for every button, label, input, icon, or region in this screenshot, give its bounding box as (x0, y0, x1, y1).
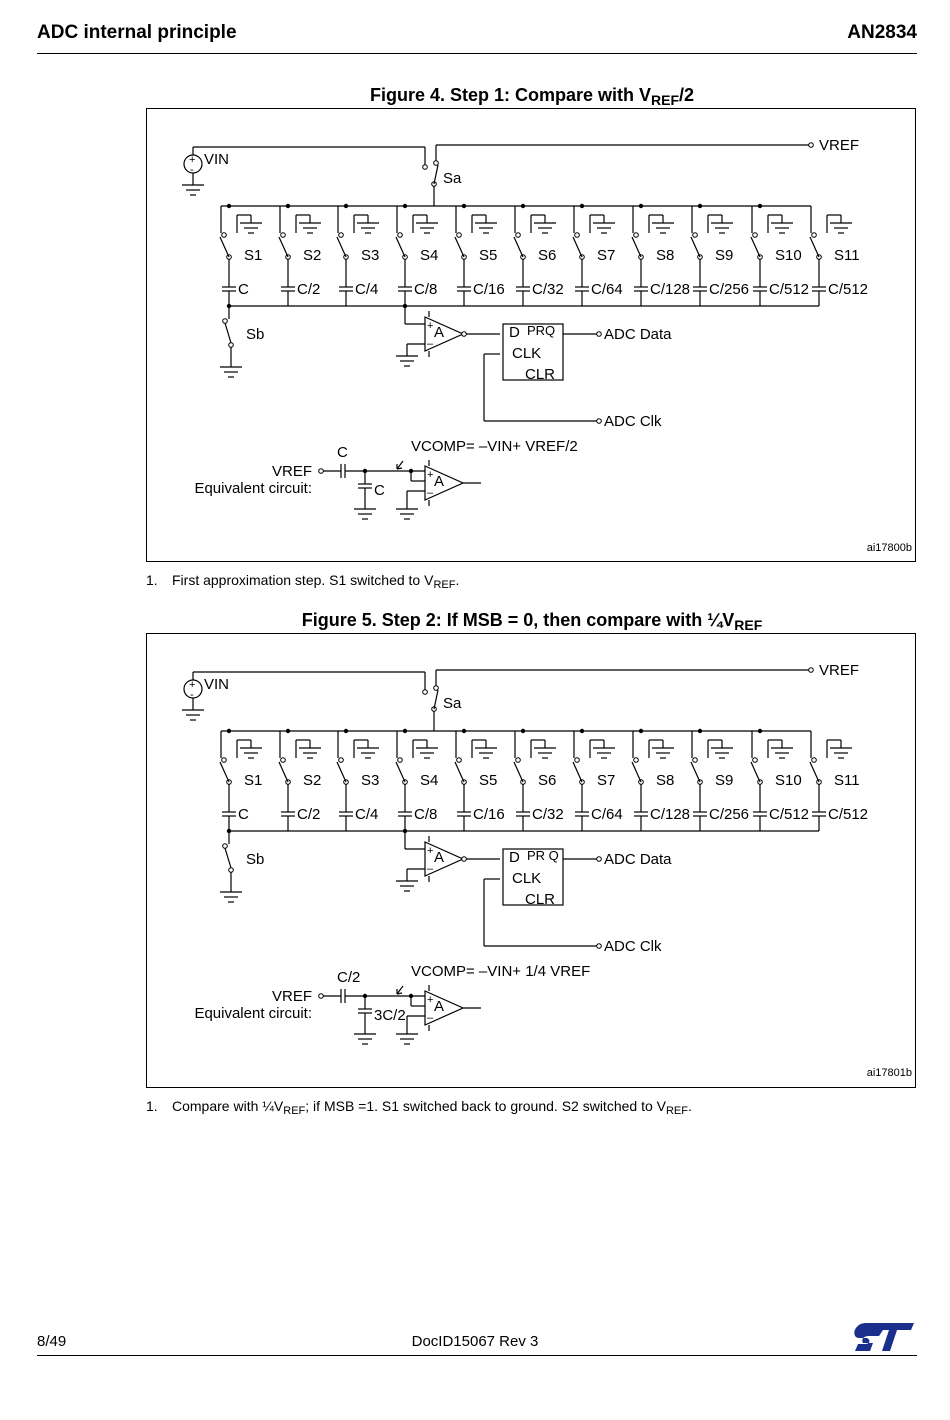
switch-label-11: S11 (834, 772, 860, 789)
junction-dot (521, 204, 525, 208)
terminal (634, 233, 639, 238)
vref-label: VREF (819, 137, 860, 154)
eq-shunt-cap-label: 3C/2 (374, 1007, 406, 1024)
sb-label: Sb (246, 851, 265, 868)
switch-label-5: S5 (479, 247, 498, 264)
terminal (423, 690, 428, 695)
sa-switch (434, 165, 438, 184)
junction-dot (227, 729, 231, 733)
eq-vref-label: VREF (271, 463, 312, 480)
terminal (223, 319, 228, 324)
terminal (457, 233, 462, 238)
terminal (423, 165, 428, 170)
circuit-schematic (147, 109, 917, 564)
switch-label-2: S2 (303, 247, 322, 264)
cap-label-6: C/32 (532, 281, 564, 298)
junction-dot (758, 204, 762, 208)
terminal (462, 857, 467, 862)
terminal (434, 161, 439, 166)
terminal (516, 233, 521, 238)
switch-5 (455, 762, 464, 782)
switch-label-10: S10 (775, 247, 802, 264)
cap-label-3: C/4 (355, 806, 379, 823)
terminal (222, 758, 227, 763)
junction-dot (639, 729, 643, 733)
switch-2 (279, 762, 288, 782)
junction-dot (698, 204, 702, 208)
eq-vref-label: VREF (271, 988, 312, 1005)
terminal (462, 332, 467, 337)
switch-9 (691, 237, 700, 257)
cap-label-4: C/8 (414, 806, 438, 823)
figure5-note: 1. Compare with $\frac{1}{4}V_{REF}$; if MSB =1. S1 switched back to ground. S2 switched to $V_{REF}$. (146, 1098, 692, 1117)
cap-label-7: C/64 (591, 806, 623, 823)
equivalent-circuit-label: Equivalent circuit: (194, 480, 312, 497)
switch-11 (810, 762, 819, 782)
junction-dot (286, 204, 290, 208)
cap-label-5: C/16 (473, 806, 505, 823)
eq-comparator-minus: – (427, 487, 434, 499)
comparator-plus: + (427, 845, 434, 857)
cap-label-8: C/128 (650, 281, 691, 298)
terminal (753, 233, 758, 238)
switch-label-4: S4 (420, 772, 439, 789)
vcomp-label: VCOMP= –VIN+ 1/4 VREF (411, 963, 591, 980)
terminal (319, 469, 324, 474)
sa-label: Sa (443, 695, 462, 712)
terminal (693, 758, 698, 763)
switch-5 (455, 237, 464, 257)
minus-sign: - (190, 689, 194, 701)
terminal (597, 944, 602, 949)
comparator-plus: + (427, 320, 434, 332)
terminal (229, 343, 234, 348)
comparator-minus: – (427, 863, 434, 875)
junction-dot (286, 729, 290, 733)
figure4-note: 1. First approximation step. S1 switched to $V_{REF}$. (146, 572, 460, 591)
plus-sign: + (189, 154, 196, 166)
cap-label-5: C/16 (473, 281, 505, 298)
switch-label-8: S8 (656, 772, 675, 789)
cap-label-9: C/256 (709, 281, 750, 298)
cap-label-8: C/128 (650, 806, 691, 823)
eq-comparator-label: A (434, 998, 445, 1015)
sa-label: Sa (443, 170, 462, 187)
switch-11 (810, 237, 819, 257)
junction-dot (403, 729, 407, 733)
vin-label: VIN (204, 151, 230, 168)
cap-label-7: C/64 (591, 281, 623, 298)
terminal (398, 758, 403, 763)
switch-6 (514, 237, 523, 257)
terminal (809, 668, 814, 673)
cap-label-2: C/2 (297, 806, 321, 823)
cap-label-10: C/512 (769, 281, 810, 298)
cap-label-1: C (238, 281, 249, 298)
junction-dot (344, 204, 348, 208)
switch-7 (573, 237, 582, 257)
document-code: AN2834 (847, 22, 917, 43)
sa-switch (434, 690, 438, 709)
junction-dot (403, 204, 407, 208)
switch-label-7: S7 (597, 247, 616, 264)
adc-data-label: ADC Data (604, 851, 672, 868)
footer-rule (37, 1355, 917, 1356)
switch-label-9: S9 (715, 247, 734, 264)
ff-clk-label: CLK (512, 870, 542, 887)
switch-4 (396, 237, 405, 257)
figure-id: ai17801b (866, 1067, 912, 1079)
ff-clr-label: CLR (525, 891, 556, 908)
switch-label-10: S10 (775, 772, 802, 789)
junction-dot (462, 204, 466, 208)
figure4-title: Figure 4. Step 1: Compare with $V_{REF}/2$ (369, 85, 695, 108)
switch-label-6: S6 (538, 247, 557, 264)
switch-label-11: S11 (834, 247, 860, 264)
cap-label-10: C/512 (769, 806, 810, 823)
terminal (634, 758, 639, 763)
vcomp-label: VCOMP= –VIN+ VREF/2 (411, 438, 578, 455)
cap-label-2: C/2 (297, 281, 321, 298)
cap-label-6: C/32 (532, 806, 564, 823)
switch-label-2: S2 (303, 772, 322, 789)
adc-clk-label: ADC Clk (604, 938, 662, 955)
cap-label-11: C/512 (828, 806, 869, 823)
switch-7 (573, 762, 582, 782)
eq-shunt-cap-label: C (374, 482, 385, 499)
ff-prq-label: PRQ (527, 323, 556, 338)
header-rule (37, 53, 917, 54)
switch-1 (220, 237, 229, 257)
terminal (753, 758, 758, 763)
switch-label-9: S9 (715, 772, 734, 789)
terminal (434, 686, 439, 691)
terminal (339, 233, 344, 238)
st-logo (853, 1322, 915, 1357)
switch-label-8: S8 (656, 247, 675, 264)
terminal (809, 143, 814, 148)
terminal (457, 758, 462, 763)
junction-dot (698, 729, 702, 733)
terminal (223, 844, 228, 849)
switch-3 (337, 762, 346, 782)
figure-id: ai17800b (866, 542, 912, 554)
ff-d-label: D (509, 324, 520, 341)
junction-dot (344, 729, 348, 733)
terminal (319, 994, 324, 999)
terminal (575, 758, 580, 763)
terminal (398, 233, 403, 238)
figure5-diagram (146, 633, 916, 1088)
equivalent-circuit-label: Equivalent circuit: (194, 1005, 312, 1022)
comparator-minus: – (427, 338, 434, 350)
junction-dot (580, 729, 584, 733)
switch-4 (396, 762, 405, 782)
switch-10 (751, 762, 760, 782)
comparator-label: A (434, 324, 445, 341)
switch-2 (279, 237, 288, 257)
adc-clk-label: ADC Clk (604, 413, 662, 430)
vref-label: VREF (819, 662, 860, 679)
switch-label-1: S1 (244, 247, 263, 264)
junction-dot (580, 204, 584, 208)
junction-dot (639, 204, 643, 208)
ff-clr-label: CLR (525, 366, 556, 383)
cap-label-1: C (238, 806, 249, 823)
terminal (812, 758, 817, 763)
terminal (693, 233, 698, 238)
vin-label: VIN (204, 676, 230, 693)
adc-data-label: ADC Data (604, 326, 672, 343)
switch-label-6: S6 (538, 772, 557, 789)
terminal (281, 233, 286, 238)
switch-label-3: S3 (361, 772, 380, 789)
terminal (597, 857, 602, 862)
terminal (229, 868, 234, 873)
cap-label-3: C/4 (355, 281, 379, 298)
sb-switch (225, 323, 231, 343)
switch-10 (751, 237, 760, 257)
junction-dot (521, 729, 525, 733)
switch-3 (337, 237, 346, 257)
eq-comparator-plus: + (427, 469, 434, 481)
switch-label-7: S7 (597, 772, 616, 789)
terminal (597, 332, 602, 337)
ff-d-label: D (509, 849, 520, 866)
minus-sign: - (190, 164, 194, 176)
ff-prq-label: PR Q (527, 848, 559, 863)
switch-6 (514, 762, 523, 782)
cap-label-9: C/256 (709, 806, 750, 823)
cap-label-4: C/8 (414, 281, 438, 298)
switch-8 (632, 762, 641, 782)
terminal (597, 419, 602, 424)
switch-label-4: S4 (420, 247, 439, 264)
eq-comparator-label: A (434, 473, 445, 490)
switch-9 (691, 762, 700, 782)
junction-dot (758, 729, 762, 733)
terminal (222, 233, 227, 238)
circuit-schematic (147, 634, 917, 1089)
figure4-diagram (146, 108, 916, 562)
terminal (281, 758, 286, 763)
figure5-title: Figure 5. Step 2: If MSB = 0, then compare with $\frac{1}{4}V_{REF}$ (301, 610, 763, 633)
sb-label: Sb (246, 326, 265, 343)
plus-sign: + (189, 679, 196, 691)
cap-label-11: C/512 (828, 281, 869, 298)
switch-label-3: S3 (361, 247, 380, 264)
eq-series-cap-label: C (337, 444, 348, 461)
eq-comparator-minus: – (427, 1012, 434, 1024)
terminal (516, 758, 521, 763)
junction-dot (462, 729, 466, 733)
switch-1 (220, 762, 229, 782)
switch-label-5: S5 (479, 772, 498, 789)
sb-switch (225, 848, 231, 868)
comparator-label: A (434, 849, 445, 866)
eq-comparator-plus: + (427, 994, 434, 1006)
terminal (339, 758, 344, 763)
document-id: DocID15067 Rev 3 (411, 1333, 539, 1350)
terminal (575, 233, 580, 238)
switch-label-1: S1 (244, 772, 263, 789)
page-number: 8/49 (37, 1333, 67, 1350)
terminal (812, 233, 817, 238)
ff-clk-label: CLK (512, 345, 542, 362)
junction-dot (227, 204, 231, 208)
switch-8 (632, 237, 641, 257)
section-title: ADC internal principle (37, 22, 237, 43)
eq-series-cap-label: C/2 (337, 969, 361, 986)
